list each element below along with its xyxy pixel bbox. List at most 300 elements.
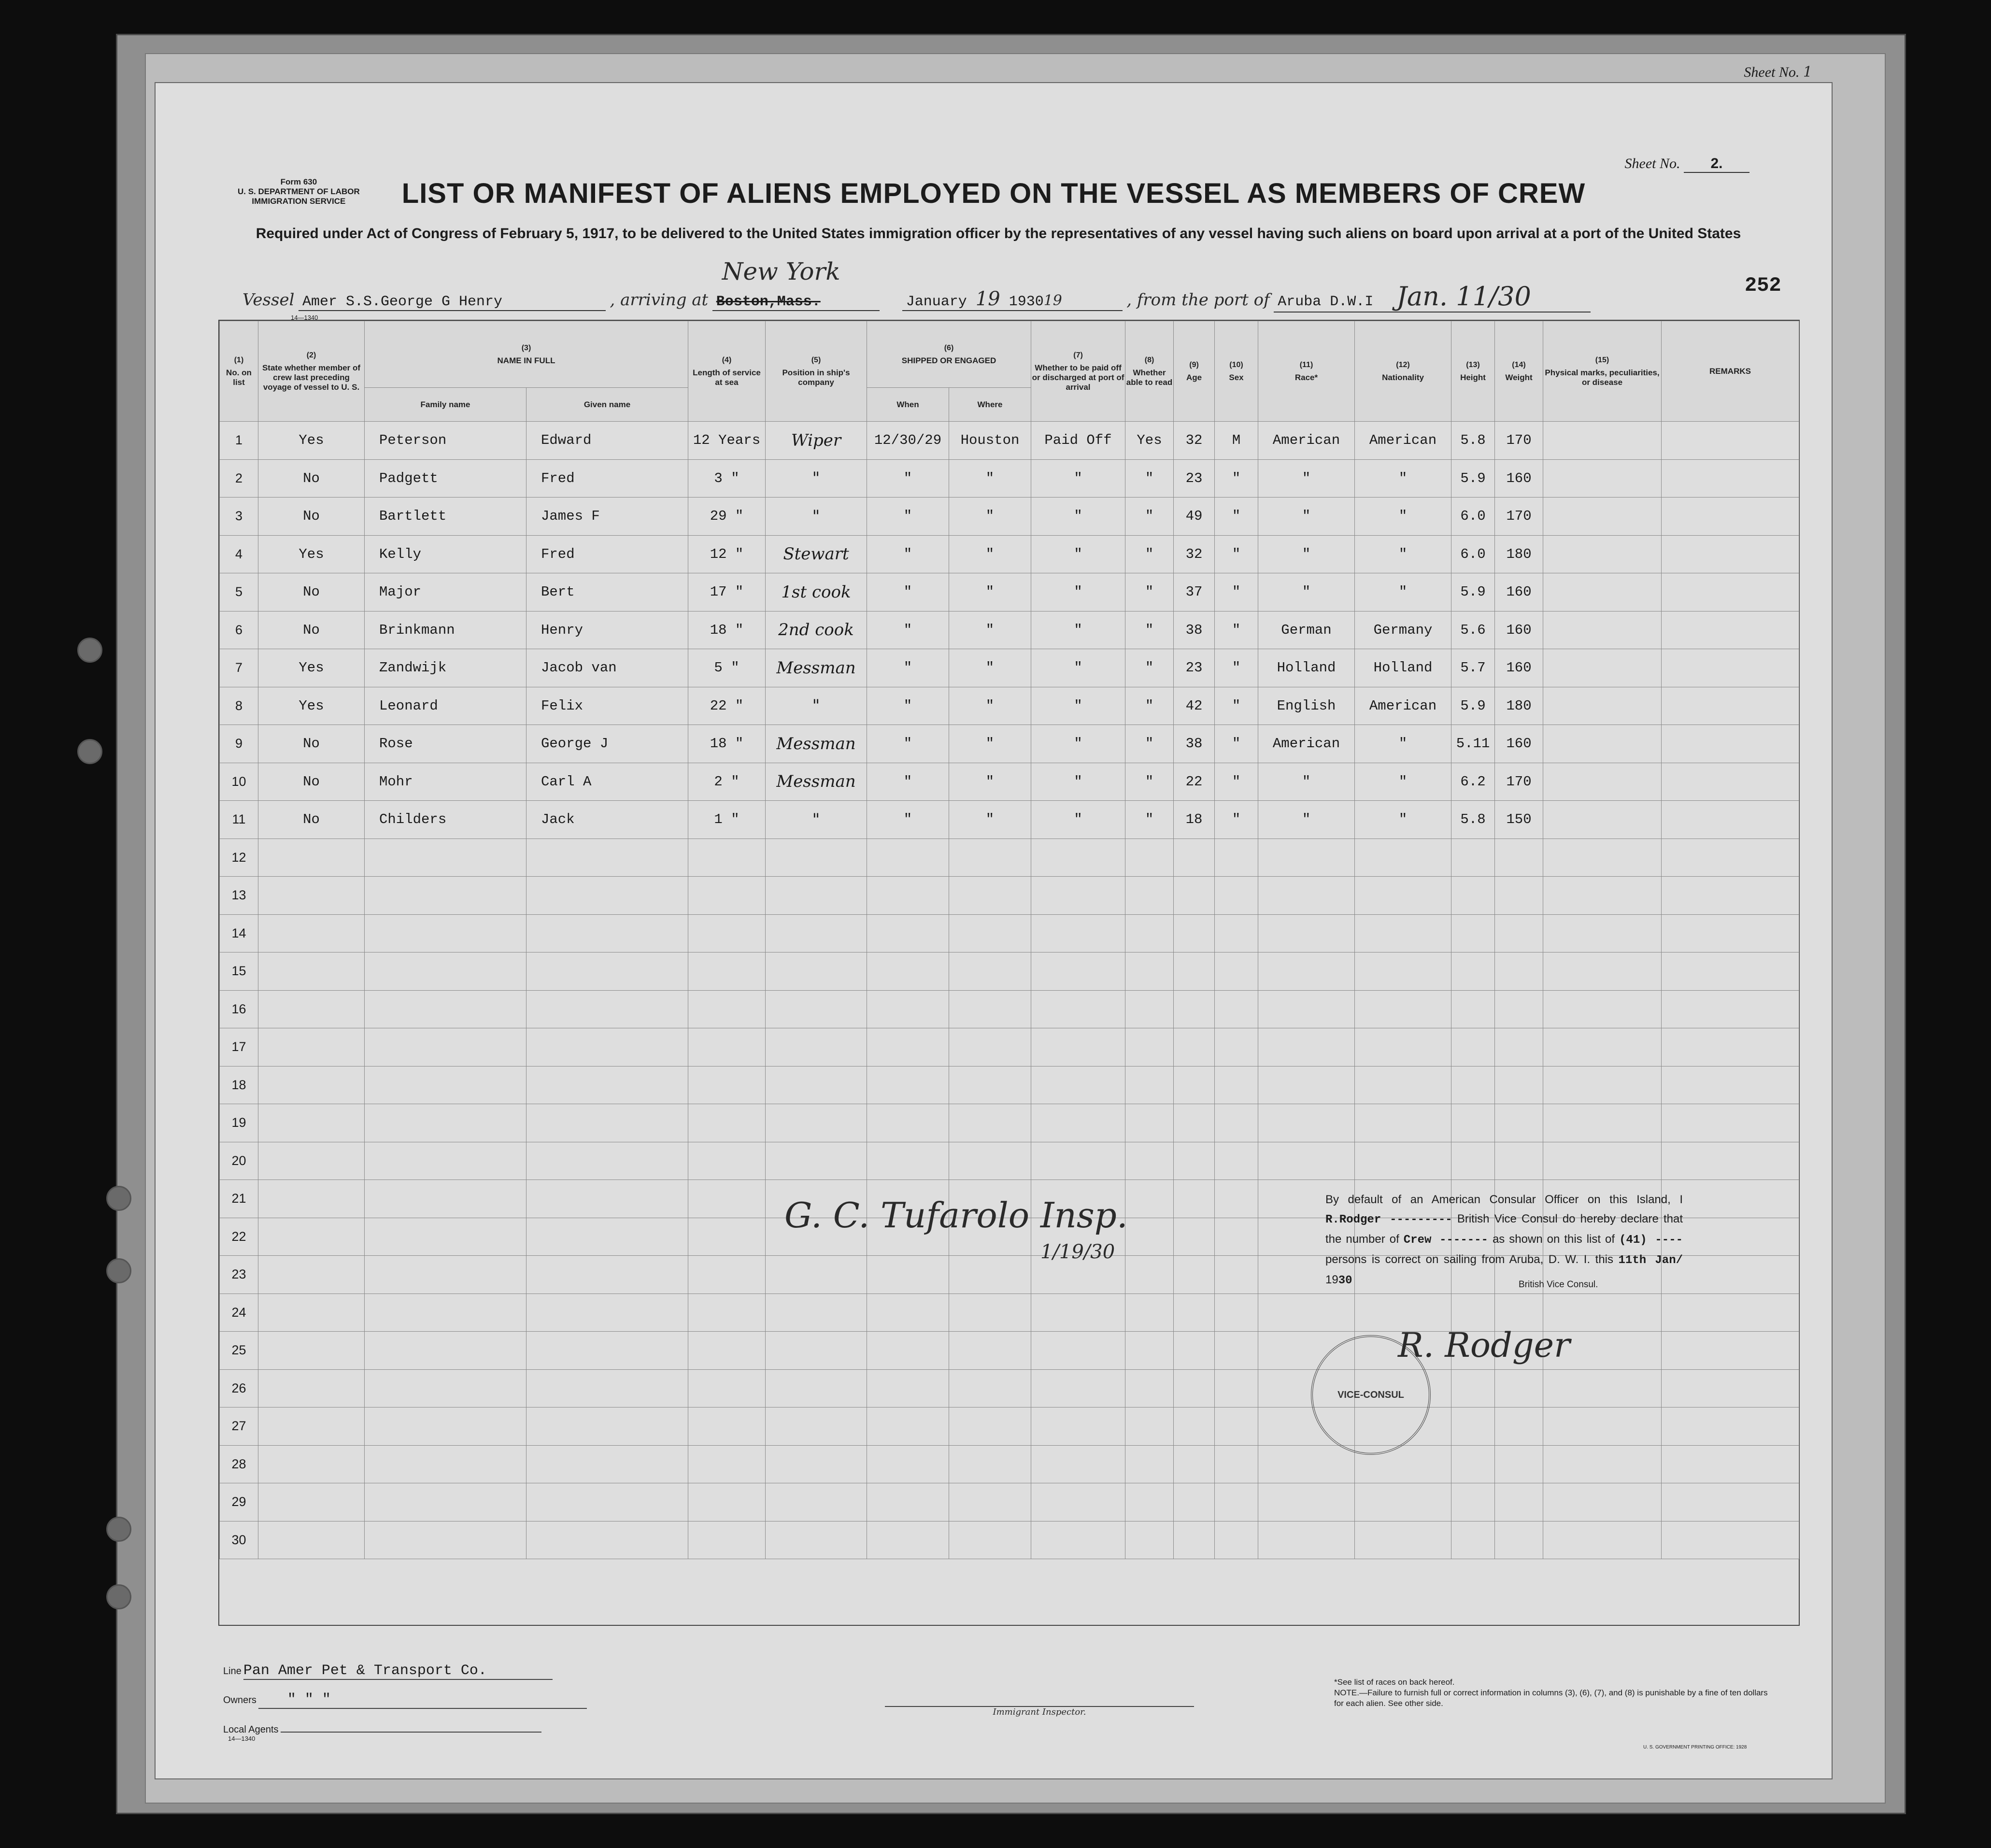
cell-empty	[1031, 1332, 1125, 1370]
col-header-height: (13) Height	[1451, 321, 1495, 422]
cell-empty	[1662, 877, 1799, 915]
cell-height: 5.8	[1451, 801, 1495, 839]
cell-empty	[1543, 990, 1662, 1028]
col-header-where: Where	[949, 388, 1031, 422]
cell-read: "	[1125, 801, 1174, 839]
cell-empty	[1031, 1294, 1125, 1332]
departure-date-handwritten: Jan. 11/30	[1396, 281, 1531, 312]
table-row	[220, 649, 1799, 687]
cell-empty	[258, 1180, 365, 1218]
cell-weight: 180	[1495, 687, 1543, 725]
cell-empty	[1031, 1445, 1125, 1483]
cell-where: "	[949, 725, 1031, 763]
cell-nationality: Holland	[1355, 649, 1451, 687]
arrival-port	[712, 257, 880, 311]
cell-empty	[1543, 801, 1662, 839]
cell-empty	[1543, 1369, 1662, 1407]
immigrant-inspector-line	[885, 1706, 1194, 1717]
cell-empty	[1662, 952, 1799, 991]
cell-age: 18	[1174, 801, 1215, 839]
cell-empty	[867, 1332, 949, 1370]
cell-when: "	[867, 535, 949, 573]
cell-empty	[1215, 1445, 1258, 1483]
cell-paid: "	[1031, 725, 1125, 763]
cell-height: 5.9	[1451, 687, 1495, 725]
cell-empty	[526, 1180, 688, 1218]
cell-empty	[1662, 725, 1799, 763]
cell-weight: 150	[1495, 801, 1543, 839]
cell-read: "	[1125, 763, 1174, 801]
cell-empty	[688, 1521, 766, 1559]
cell-empty	[258, 1104, 365, 1142]
vice-consul-signature: R. Rodger	[1398, 1325, 1570, 1365]
cell-nationality: "	[1355, 763, 1451, 801]
cell-no: 6	[220, 611, 258, 649]
cell-empty	[526, 1256, 688, 1294]
cell-empty	[1174, 952, 1215, 991]
cell-empty	[766, 1066, 867, 1104]
table-row	[220, 573, 1799, 611]
cell-when: "	[867, 498, 949, 536]
cell-when: 12/30/29	[867, 422, 949, 460]
cell-empty	[258, 1142, 365, 1180]
cell-empty	[1355, 1066, 1451, 1104]
cell-empty	[688, 1445, 766, 1483]
cell-race: English	[1258, 687, 1355, 725]
cell-empty	[688, 839, 766, 877]
cell-where: "	[949, 535, 1031, 573]
cell-empty	[1543, 535, 1662, 573]
declaration-year: 30	[1338, 1274, 1352, 1287]
cell-sex: "	[1215, 573, 1258, 611]
cell-empty	[766, 1256, 867, 1294]
cell-given: Fred	[526, 459, 688, 498]
cell-empty	[1355, 839, 1451, 877]
cell-empty	[1031, 952, 1125, 991]
cell-empty	[949, 839, 1031, 877]
cell-empty	[258, 914, 365, 952]
cell-empty	[365, 1445, 526, 1483]
cell-paid: "	[1031, 687, 1125, 725]
cell-empty	[1543, 1028, 1662, 1066]
cell-empty	[1125, 1294, 1174, 1332]
cell-read: "	[1125, 498, 1174, 536]
cell-empty	[365, 877, 526, 915]
cell-no: 7	[220, 649, 258, 687]
table-row	[220, 535, 1799, 573]
cell-weight: 170	[1495, 498, 1543, 536]
form-service: IMMIGRATION SERVICE	[252, 197, 346, 206]
cell-sex: "	[1215, 535, 1258, 573]
declaration-consul-name: R.Rodger ---------	[1325, 1213, 1452, 1226]
cell-no: 17	[220, 1028, 258, 1066]
footer-agents	[223, 1718, 541, 1735]
cell-empty	[526, 1142, 688, 1180]
cell-empty	[1355, 1028, 1451, 1066]
cell-family: Zandwijk	[365, 649, 526, 687]
cell-no: 13	[220, 877, 258, 915]
cell-paid: "	[1031, 763, 1125, 801]
cell-empty	[1495, 877, 1543, 915]
cell-empty	[1662, 914, 1799, 952]
cell-race: American	[1258, 725, 1355, 763]
cell-nationality: "	[1355, 573, 1451, 611]
col-header-length-of-service: (4) Length of service at sea	[688, 321, 766, 422]
cell-empty	[1215, 1332, 1258, 1370]
cell-weight: 160	[1495, 459, 1543, 498]
cell-no: 30	[220, 1521, 258, 1559]
cell-empty	[365, 1332, 526, 1370]
cell-empty	[1451, 1142, 1495, 1180]
cell-empty	[1125, 990, 1174, 1028]
cell-service: 12 "	[688, 535, 766, 573]
cell-service: 3 "	[688, 459, 766, 498]
cell-empty	[258, 1028, 365, 1066]
cell-empty	[1125, 1369, 1174, 1407]
cell-empty	[365, 1483, 526, 1521]
table-row-blank	[220, 1445, 1799, 1483]
cell-empty	[1031, 1142, 1125, 1180]
cell-empty	[1031, 1028, 1125, 1066]
cell-empty	[258, 1407, 365, 1446]
cell-empty	[688, 1294, 766, 1332]
cell-empty	[949, 1294, 1031, 1332]
cell-empty	[526, 1521, 688, 1559]
cell-race: Holland	[1258, 649, 1355, 687]
cell-empty	[1215, 1142, 1258, 1180]
cell-empty	[1031, 990, 1125, 1028]
cell-empty	[1662, 535, 1799, 573]
cell-empty	[1174, 1180, 1215, 1218]
agents-label: Local Agents	[223, 1724, 279, 1735]
cell-family: Peterson	[365, 422, 526, 460]
table-row-blank	[220, 914, 1799, 952]
table-row-blank	[220, 839, 1799, 877]
cell-weight: 160	[1495, 725, 1543, 763]
cell-empty	[1355, 877, 1451, 915]
cell-empty	[1543, 611, 1662, 649]
cell-empty	[949, 1028, 1031, 1066]
cell-prev: Yes	[258, 535, 365, 573]
cell-empty	[1543, 914, 1662, 952]
cell-when: "	[867, 801, 949, 839]
cell-race: "	[1258, 801, 1355, 839]
cell-empty	[688, 1028, 766, 1066]
col-header-age: (9) Age	[1174, 321, 1215, 422]
cell-empty	[1125, 1521, 1174, 1559]
cell-empty	[1543, 725, 1662, 763]
cell-empty	[1543, 877, 1662, 915]
cell-nationality: "	[1355, 725, 1451, 763]
cell-empty	[1662, 839, 1799, 877]
cell-empty	[1258, 914, 1355, 952]
cell-sex: "	[1215, 801, 1258, 839]
cell-sex: "	[1215, 763, 1258, 801]
cell-empty	[1215, 1407, 1258, 1446]
cell-sex: "	[1215, 611, 1258, 649]
cell-empty	[526, 1483, 688, 1521]
cell-no: 8	[220, 687, 258, 725]
cell-age: 38	[1174, 611, 1215, 649]
cell-weight: 180	[1495, 535, 1543, 573]
cell-empty	[1662, 1483, 1799, 1521]
cell-no: 20	[220, 1142, 258, 1180]
cell-empty	[258, 1066, 365, 1104]
table-row	[220, 687, 1799, 725]
cell-empty	[1662, 1445, 1799, 1483]
cell-empty	[1174, 1028, 1215, 1066]
line-value: Pan Amer Pet & Transport Co.	[243, 1663, 553, 1680]
cell-service: 18 "	[688, 611, 766, 649]
cell-family: Major	[365, 573, 526, 611]
cell-empty	[1662, 459, 1799, 498]
departure-port	[1274, 281, 1591, 313]
cell-empty	[1174, 1066, 1215, 1104]
cell-empty	[867, 1445, 949, 1483]
vessel-name: Amer S.S.George G Henry	[299, 294, 606, 311]
col-header-nationality: (12) Nationality	[1355, 321, 1451, 422]
declaration-year-prefix: 19	[1325, 1273, 1338, 1286]
cell-given: Fred	[526, 535, 688, 573]
cell-prev: No	[258, 763, 365, 801]
punch-hole	[106, 1186, 131, 1211]
cell-empty	[1174, 1142, 1215, 1180]
table-row-blank	[220, 1066, 1799, 1104]
cell-empty	[867, 1294, 949, 1332]
cell-empty	[1215, 1256, 1258, 1294]
col-header-weight: (14) Weight	[1495, 321, 1543, 422]
cell-service: 22 "	[688, 687, 766, 725]
cell-empty	[1495, 1066, 1543, 1104]
cell-when: "	[867, 459, 949, 498]
table-row-blank	[220, 1521, 1799, 1559]
cell-empty	[1662, 1142, 1799, 1180]
cell-empty	[258, 1483, 365, 1521]
inspector-signature: G. C. Tufarolo Insp.	[784, 1195, 1128, 1236]
col-header-no: (1) No. on list	[220, 321, 258, 422]
cell-empty	[867, 1521, 949, 1559]
table-row-blank	[220, 1142, 1799, 1180]
cell-given: James F	[526, 498, 688, 536]
cell-empty	[1495, 1483, 1543, 1521]
footer-notes	[1334, 1677, 1769, 1709]
col-header-remarks: REMARKS	[1662, 321, 1799, 422]
cell-empty	[1031, 877, 1125, 915]
cell-empty	[526, 952, 688, 991]
cell-empty	[1215, 1483, 1258, 1521]
table-row-blank	[220, 877, 1799, 915]
cell-empty	[1258, 990, 1355, 1028]
cell-empty	[949, 1369, 1031, 1407]
cell-position: Messman	[766, 725, 867, 763]
cell-where: Houston	[949, 422, 1031, 460]
cell-empty	[1355, 1483, 1451, 1521]
cell-empty	[1662, 990, 1799, 1028]
cell-empty	[365, 1180, 526, 1218]
cell-no: 23	[220, 1256, 258, 1294]
cell-family: Brinkmann	[365, 611, 526, 649]
cell-empty	[365, 1256, 526, 1294]
cell-empty	[258, 1332, 365, 1370]
cell-empty	[1543, 1104, 1662, 1142]
cell-empty	[1543, 1521, 1662, 1559]
cell-empty	[867, 952, 949, 991]
owners-label: Owners	[223, 1695, 256, 1706]
cell-empty	[949, 990, 1031, 1028]
cell-age: 32	[1174, 535, 1215, 573]
cell-race: "	[1258, 763, 1355, 801]
cell-empty	[1662, 687, 1799, 725]
cell-empty	[867, 1256, 949, 1294]
cell-race: German	[1258, 611, 1355, 649]
cell-empty	[1258, 1028, 1355, 1066]
cell-where: "	[949, 573, 1031, 611]
cell-empty	[1258, 877, 1355, 915]
cell-empty	[1125, 877, 1174, 915]
cell-empty	[1215, 1028, 1258, 1066]
cell-empty	[1174, 1332, 1215, 1370]
cell-empty	[1495, 1407, 1543, 1446]
cell-read: Yes	[1125, 422, 1174, 460]
arrival-month: January	[906, 294, 967, 310]
cell-empty	[867, 990, 949, 1028]
col-header-position: (5) Position in ship's company	[766, 321, 867, 422]
back-sheet-label: Sheet No.	[1744, 64, 1800, 80]
cell-empty	[1662, 801, 1799, 839]
cell-empty	[867, 1104, 949, 1142]
cell-empty	[258, 990, 365, 1028]
cell-family: Kelly	[365, 535, 526, 573]
cell-empty	[1215, 1218, 1258, 1256]
cell-empty	[1125, 952, 1174, 991]
cell-given: Jack	[526, 801, 688, 839]
cell-service: 17 "	[688, 573, 766, 611]
table-row-blank	[220, 990, 1799, 1028]
cell-empty	[1355, 914, 1451, 952]
cell-prev: No	[258, 498, 365, 536]
arrival-year-suffix: 19	[1043, 292, 1062, 309]
cell-empty	[1174, 1369, 1215, 1407]
cell-given: Jacob van	[526, 649, 688, 687]
cell-family: Rose	[365, 725, 526, 763]
cell-sex: "	[1215, 498, 1258, 536]
cell-empty	[1215, 839, 1258, 877]
cell-empty	[766, 1294, 867, 1332]
cell-empty	[365, 1369, 526, 1407]
cell-empty	[867, 1066, 949, 1104]
immigrant-inspector-label: Immigrant Inspector.	[993, 1707, 1086, 1717]
cell-empty	[1215, 877, 1258, 915]
cell-when: "	[867, 725, 949, 763]
cell-empty	[1662, 763, 1799, 801]
cell-empty	[1174, 839, 1215, 877]
table-row	[220, 763, 1799, 801]
cell-empty	[1451, 1407, 1495, 1446]
cell-sex: M	[1215, 422, 1258, 460]
cell-read: "	[1125, 687, 1174, 725]
col-header-family-name: Family name	[365, 388, 526, 422]
arriving-label: , arriving at	[610, 290, 709, 310]
cell-empty	[1215, 990, 1258, 1028]
cell-empty	[1662, 1521, 1799, 1559]
cell-age: 23	[1174, 649, 1215, 687]
cell-where: "	[949, 649, 1031, 687]
cell-empty	[949, 914, 1031, 952]
arrival-year: 1930	[1009, 294, 1044, 310]
cell-empty	[1543, 459, 1662, 498]
cell-no: 3	[220, 498, 258, 536]
col-header-previous-voyage: (2) State whether member of crew last preceding voyage of vessel to U. S.	[258, 321, 365, 422]
cell-age: 22	[1174, 763, 1215, 801]
cell-no: 12	[220, 839, 258, 877]
cell-service: 2 "	[688, 763, 766, 801]
cell-no: 25	[220, 1332, 258, 1370]
cell-position: Messman	[766, 763, 867, 801]
cell-no: 16	[220, 990, 258, 1028]
cell-empty	[766, 952, 867, 991]
cell-empty	[766, 1369, 867, 1407]
cell-empty	[949, 952, 1031, 991]
cell-empty	[1451, 1483, 1495, 1521]
cell-service: 18 "	[688, 725, 766, 763]
cell-empty	[1451, 1369, 1495, 1407]
cell-empty	[688, 1066, 766, 1104]
table-row	[220, 459, 1799, 498]
line-label: Line	[223, 1666, 242, 1677]
cell-where: "	[949, 459, 1031, 498]
cell-no: 15	[220, 952, 258, 991]
cell-position: "	[766, 801, 867, 839]
punch-hole	[77, 638, 102, 663]
cell-empty	[867, 914, 949, 952]
vice-consul-title: British Vice Consul.	[1519, 1279, 1598, 1290]
cell-empty	[1031, 1407, 1125, 1446]
declaration-date: 11th Jan/	[1618, 1254, 1683, 1267]
cell-weight: 160	[1495, 649, 1543, 687]
cell-read: "	[1125, 725, 1174, 763]
cell-empty	[258, 839, 365, 877]
cell-empty	[1031, 1104, 1125, 1142]
cell-empty	[1543, 573, 1662, 611]
cell-empty	[1215, 1104, 1258, 1142]
cell-empty	[1495, 1369, 1543, 1407]
cell-empty	[1125, 1256, 1174, 1294]
cell-empty	[1258, 839, 1355, 877]
cell-empty	[1258, 952, 1355, 991]
cell-empty	[526, 914, 688, 952]
cell-prev: Yes	[258, 649, 365, 687]
cell-empty	[1543, 763, 1662, 801]
cell-where: "	[949, 687, 1031, 725]
cell-empty	[365, 1142, 526, 1180]
cell-weight: 160	[1495, 573, 1543, 611]
cell-height: 5.9	[1451, 459, 1495, 498]
cell-position: "	[766, 459, 867, 498]
owners-value: " " "	[258, 1692, 587, 1709]
footer-owners	[223, 1692, 587, 1709]
cell-when: "	[867, 649, 949, 687]
cell-race: American	[1258, 422, 1355, 460]
cell-paid: "	[1031, 535, 1125, 573]
cell-empty	[1355, 1521, 1451, 1559]
cell-position: Wiper	[766, 422, 867, 460]
cell-empty	[867, 1483, 949, 1521]
table-row-blank	[220, 952, 1799, 991]
inspector-date: 1/19/30	[1040, 1241, 1115, 1263]
cell-empty	[258, 1369, 365, 1407]
form-code-top: 14—1340	[291, 314, 318, 321]
cell-empty	[1662, 611, 1799, 649]
